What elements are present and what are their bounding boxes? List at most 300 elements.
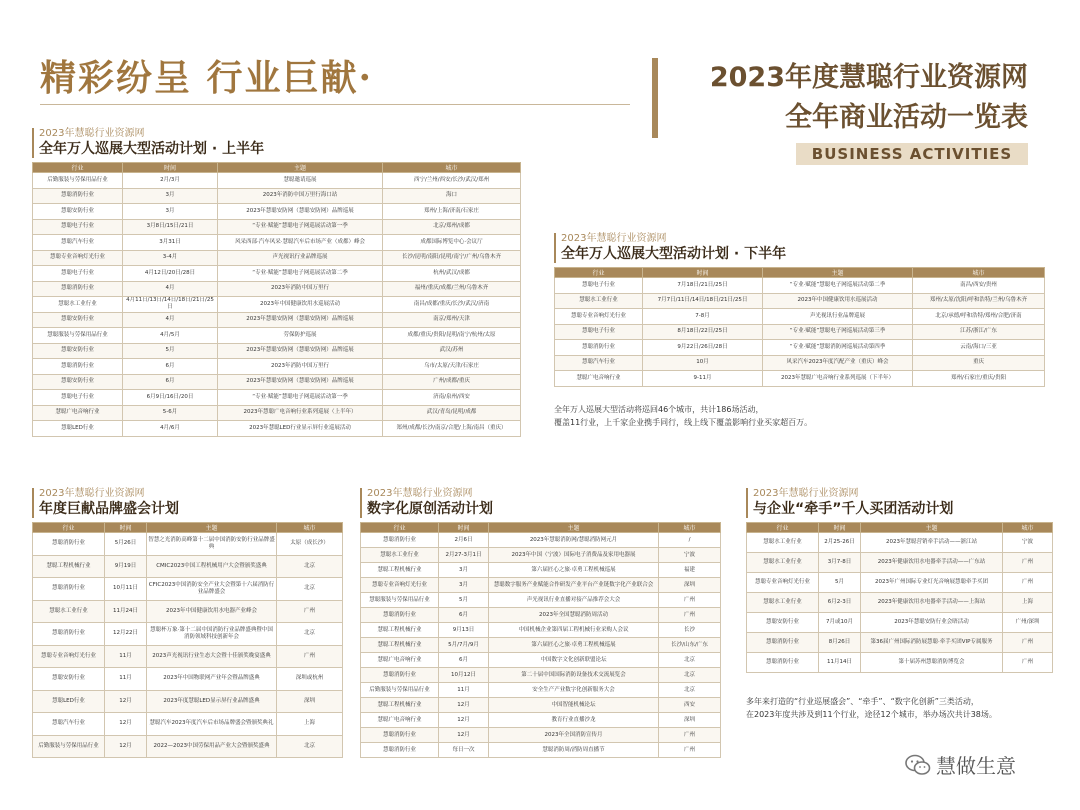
table-cell: 9-11月 [643,371,763,387]
table-cell: 中国数字文化创新联盟论坛 [489,653,659,668]
business-activities-banner: BUSINESS ACTIVITIES [796,143,1028,165]
table-cell: 郑州/成都/长沙/南京/合肥/上海/南昌（重庆） [383,421,521,437]
table-header-row [33,523,343,533]
table-cell: “专业·赋能”慧聪电子网巡展活动第二季 [763,278,913,294]
table-cell: 宁波 [659,548,721,563]
table-cell: 武汉/苏州 [383,343,521,359]
table-cell: 智慧之光消防高峰第十二届中国消防安防行业品牌盛典 [147,533,277,556]
table-cell: 慧聪安防行业 [33,204,123,220]
table-cell: 第36届广州国际消防展慧聪·牵手买团VIP专属服务 [861,633,1003,653]
note-line: 在2023年度共涉及到11个行业，途径12个城市，举办场次共计38场。 [746,710,997,719]
note-line: 覆盖11行业，上千家企业携手同行，线上线下覆盖影响行业买家超百万。 [554,417,813,427]
table-row [33,390,521,406]
table-cell: 2023年中国健康饮用水电器产业峰会 [147,600,277,623]
table-cell: 深圳 [277,690,343,713]
section-subtitle: 2023年慧聪行业资源网 [561,233,667,244]
table-cell: 慧聪LED行业 [33,421,123,437]
table-cell: 3-4月 [123,250,218,266]
table-cell: 慧聪电子行业 [33,219,123,235]
table-cell: 2023年慧聪安防网（慧聪安防网）品牌巡展 [218,374,383,390]
table-cell: 慧聪工程机械行业 [361,698,439,713]
table-cell: 慧聪电子行业 [555,324,643,340]
table-cell: 上海 [1003,593,1053,613]
table-cell: 慧聪消防行业 [747,653,819,673]
table-cell: 2023年慧聪营销牵手活动——浙江站 [861,533,1003,553]
table-cell: 6月9日/16日/20日 [123,390,218,406]
table-cell: 深圳 [659,578,721,593]
table-cell: 南京/郑州/天津 [383,312,521,328]
table-row [555,278,1045,294]
table-cell: 广州 [1003,553,1053,573]
table-row [361,623,721,638]
table-cell: 12月22日 [105,623,147,646]
column-header: 时间 [105,523,147,533]
table-cell: 慧聪消防行业 [33,533,105,556]
table-cell: 慧聪工程机械行业 [361,563,439,578]
table-cell: 2023年中国物联网产业年会暨品牌盛典 [147,668,277,691]
section-header [32,488,342,518]
table-cell: 2023声光视讯行业生态大会暨十佳颁奖晚宴盛典 [147,645,277,668]
table-row [361,593,721,608]
table-cell: 2023年慧聪安防行业会晤活动 [861,613,1003,633]
table-cell: 慧聪消防行业 [361,533,439,548]
table-cell: 慧聪工程机械行业 [361,623,439,638]
table-cell: 宁波 [1003,533,1053,553]
column-header: 城市 [913,268,1045,278]
table-cell: 福建 [659,563,721,578]
table-cell: 第二十届中国国际消防设备技术交流展览会 [489,668,659,683]
second-half-note [554,403,1044,429]
table-cell: 重庆 [913,355,1045,371]
table-cell: 广州/深圳 [1003,613,1053,633]
table-cell: 4月 [123,281,218,297]
table-cell: 教育行业直播沙龙 [489,713,659,728]
table-cell: 慧聪水工业行业 [747,593,819,613]
column-header: 城市 [383,163,521,173]
column-header: 城市 [659,523,721,533]
slogan: 精彩纷呈 行业巨献· [40,57,374,99]
table-cell: 2023年慧聪LED行业显示屏行业巡展活动 [218,421,383,437]
table-cell: 慧聪水工业行业 [747,533,819,553]
section-subtitle: 2023年慧聪行业资源网 [367,488,473,499]
table-cell: 3月31日 [123,235,218,251]
table-cell: 2023年健康饮用水电器牵手活动——上海站 [861,593,1003,613]
column-header: 主题 [489,523,659,533]
table-cell: 每日一次 [439,743,489,758]
table-cell: 慧聪安防行业 [33,312,123,328]
table-cell: 杭州/武汉/成都 [383,266,521,282]
table-cell: / [659,533,721,548]
table-cell: 中国机械企业第四届工程机械行业采购人会议 [489,623,659,638]
table-cell: 慧聪电子行业 [33,266,123,282]
table-row [747,633,1053,653]
section-title: 全年万人巡展大型活动计划 · 上半年 [39,141,265,157]
table-cell: 5月 [819,573,861,593]
table-row [33,250,521,266]
section-subtitle: 2023年慧聪行业资源网 [753,488,859,499]
table-cell: 郑州/上海/济南/石家庄 [383,204,521,220]
table-cell: 10月 [643,355,763,371]
table-row [361,743,721,758]
table-cell: 2023年消防中国万里行 [218,359,383,375]
table-cell: 西安 [659,698,721,713]
section-header [360,488,720,518]
table-cell: 广州 [1003,573,1053,593]
table-header-row [361,523,721,533]
section-buyer-group [746,488,1052,721]
table-cell: 后勤服装与劳保用品行业 [361,683,439,698]
table-cell: 12月 [105,690,147,713]
table-cell: 2023年广州国际专业灯光音响展慧聪牵手买团 [861,573,1003,593]
table-cell: 慧聪杯万象·第十二届中国消防行业品牌盛典暨中国消防领域科技创新年会 [147,623,277,646]
column-header: 行业 [555,268,643,278]
table-cell: 广州/成都/重庆 [383,374,521,390]
table-cell: 12月 [105,735,147,758]
table-cell: 2023年中国健康饮用水巡展活动 [763,293,913,309]
table-row [361,683,721,698]
table-row [361,533,721,548]
table-cell: 12月 [439,698,489,713]
table-cell: 第六届匠心之旅·卓勇工程机械巡展 [489,638,659,653]
column-header: 行业 [33,523,105,533]
table-cell: 太原（成长沙） [277,533,343,556]
column-header: 行业 [747,523,819,533]
table-row [33,359,521,375]
table-cell: 风采汽车2023年度汽配产业（重庆）峰会 [763,355,913,371]
table-cell: 第十届苏州慧聪消防博览会 [861,653,1003,673]
table-cell: 6月2-3日 [819,593,861,613]
table-cell: 2月25-26日 [819,533,861,553]
column-header: 时间 [123,163,218,173]
table-cell: “专业·赋能”慧聪消防网巡展活动第四季 [763,340,913,356]
table-cell: 声光视讯行业品牌巡展 [763,309,913,325]
table-row [361,713,721,728]
table-cell: 慧聪水工业行业 [555,293,643,309]
table-cell: 广州 [659,608,721,623]
table-cell: 北京 [277,555,343,578]
table-cell: 海口 [383,188,521,204]
table-cell: 北京 [277,623,343,646]
table-header-row [555,268,1045,278]
table-cell: 安全生产产业数字化创新服务大会 [489,683,659,698]
table-cell: 2023年度慧聪LED显示屏行业品牌盛典 [147,690,277,713]
table-cell: CFIC2023中国消防安全产业大会暨第十六届消防行业品牌盛会 [147,578,277,601]
table-cell: 云南/海口/三亚 [913,340,1045,356]
table-cell: 福州/重庆/成都/兰州/乌鲁木齐 [383,281,521,297]
divider [40,104,630,105]
table-cell: 广州 [277,645,343,668]
table-row [361,638,721,653]
section-subtitle: 2023年慧聪行业资源网 [39,488,145,499]
column-header: 主题 [763,268,913,278]
accent-bar [652,58,658,138]
table-cell: 11月 [439,683,489,698]
brand-name: 慧做生意 [936,754,1016,778]
table-cell: 后勤服装与劳保用品行业 [33,173,123,189]
column-header: 时间 [819,523,861,533]
section-second-half-tour [554,233,1044,429]
table-cell: 慧聪安防行业 [33,374,123,390]
table-cell: 声光视讯行业品牌巡展 [218,250,383,266]
table-row [361,563,721,578]
table-cell: 2月/3月 [123,173,218,189]
table-cell: 7月18日/21日/25日 [643,278,763,294]
table-cell: 慧聪安防行业 [33,343,123,359]
table-cell: 慧聪消防行业 [33,578,105,601]
table-cell: 北京/郑州/成都 [383,219,521,235]
table-row [361,608,721,623]
table-cell: 中国智能机械论坛 [489,698,659,713]
table-cell: 乌市/太原/天津/石家庄 [383,359,521,375]
table-row [361,668,721,683]
table-cell: 西宁/兰州/西安/长沙/武汉/郑州 [383,173,521,189]
table-cell: 7月7日/11日/14日/18日/21日/25日 [643,293,763,309]
table-row [33,690,343,713]
table-cell: 北京 [659,653,721,668]
table-row [33,312,521,328]
brand-gala-table [32,522,343,758]
section-subtitle: 2023年慧聪行业资源网 [39,128,145,139]
table-cell: 2023年慧聪广电音响行业系列巡展（下半年） [763,371,913,387]
table-cell: 7-8月 [643,309,763,325]
buyer-group-table [746,522,1053,673]
table-row [33,204,521,220]
table-row [33,421,521,437]
table-cell: 4月12日/20日/28日 [123,266,218,282]
table-cell: 慧聪水工业行业 [361,548,439,563]
table-cell: 慧聪消防行业 [33,623,105,646]
table-cell: 11月 [105,645,147,668]
table-cell: 2月27-3月1日 [439,548,489,563]
column-header: 行业 [33,163,123,173]
table-cell: 4月/5月 [123,328,218,344]
wechat-icon [905,754,931,776]
table-cell: 12月 [105,713,147,736]
table-cell: “专业·赋能”慧聪电子网巡展活动第二季 [218,266,383,282]
table-cell: 6月 [123,359,218,375]
table-row [33,297,521,313]
section-first-half-tour [32,128,520,437]
table-cell: 4月11日/13日/14日/18日/21日/25日 [123,297,218,313]
table-row [33,266,521,282]
section-brand-gala [32,488,342,758]
table-cell: 2023年中国（宁波）国际电子消费品及家用电器展 [489,548,659,563]
table-cell: 慧聪消防行业 [361,728,439,743]
table-cell: 2022—2023中国劳保用品产业大会暨颁奖盛典 [147,735,277,758]
table-row [33,735,343,758]
table-cell: 5-6月 [123,405,218,421]
table-cell: 慧聪广电音响行业 [361,713,439,728]
table-cell: 慧聪邀请巡展 [218,173,383,189]
table-cell: 慧聪汽车2023年度汽车后市场品牌盛会暨颁奖典礼 [147,713,277,736]
table-cell: 6月 [439,608,489,623]
table-cell: 成都/重庆/贵阳/昆明/南宁/杭州/太原 [383,328,521,344]
table-cell: 广州 [659,593,721,608]
table-cell: 5月 [123,343,218,359]
table-cell: 慧聪消防行业 [33,188,123,204]
table-cell: 慧聪服装与劳保用品行业 [33,328,123,344]
table-row [361,653,721,668]
table-cell: 12月 [439,713,489,728]
table-cell: 5月26日 [105,533,147,556]
table-cell: 9月19日 [105,555,147,578]
table-cell: 6月 [439,653,489,668]
table-cell: 2023年全国消防宣传月 [489,728,659,743]
table-cell: 慧聪电子行业 [33,390,123,406]
table-cell: 2月6日 [439,533,489,548]
table-cell: 北京 [277,578,343,601]
table-row [747,533,1053,553]
column-header: 时间 [439,523,489,533]
table-cell: 慧聪汽车行业 [555,355,643,371]
table-cell: 2023年消防中国万里行海口站 [218,188,383,204]
second-half-table [554,267,1045,387]
table-row [33,555,343,578]
section-header [554,233,1044,263]
table-row [33,533,343,556]
section-title: 与企业“牵手”千人买团活动计划 [753,501,954,517]
table-cell: 2023年消防中国万里行 [218,281,383,297]
table-row [33,623,343,646]
table-cell: 2023年慧聪安防网（慧聪安防网）品牌巡展 [218,312,383,328]
table-cell: 8月26日 [819,633,861,653]
table-cell: 3月 [123,188,218,204]
table-cell: 2023年中国健康饮用水巡展活动 [218,297,383,313]
table-cell: 慧聪消防行业 [555,340,643,356]
table-row [33,328,521,344]
table-cell: 2023年慧聪安防网（慧聪安防网）品牌巡展 [218,343,383,359]
table-cell: 风采西部·汽车风采·慧聪汽车后市场产业（成都）峰会 [218,235,383,251]
table-cell: 慧聪专业音响灯光行业 [555,309,643,325]
table-cell: 9月22日/26日/28日 [643,340,763,356]
table-cell: 南昌/成都/重庆/长沙/武汉/济南 [383,297,521,313]
table-cell: 长沙 [659,623,721,638]
table-cell: 北京 [277,735,343,758]
digital-original-table [360,522,721,758]
table-cell: 慧聪汽车行业 [33,235,123,251]
table-cell: 11月 [105,668,147,691]
table-cell: 2023年慧聪安防网（慧聪安防网）品牌巡展 [218,204,383,220]
table-cell: 长沙/昆明/南阳/昆明/南宁/广州/乌鲁木齐 [383,250,521,266]
table-cell: 慧聪消防行业 [361,608,439,623]
table-cell: 广州 [1003,633,1053,653]
table-row [555,371,1045,387]
section-title: 数字化原创活动计划 [367,501,493,517]
section-header [32,128,520,158]
table-cell: 长沙/山东/广东 [659,638,721,653]
table-cell: 11月24日 [105,600,147,623]
table-cell: 广州 [659,743,721,758]
table-row [33,668,343,691]
table-cell: 深圳或杭州 [277,668,343,691]
table-cell: 7月或10月 [819,613,861,633]
section-title: 年度巨献品牌盛会计划 [39,501,179,517]
table-cell: 慧聪专业音响灯光行业 [33,645,105,668]
table-header-row [33,163,521,173]
section-title: 全年万人巡展大型活动计划 · 下半年 [561,246,787,262]
table-cell: 慧聪消防周/消防周直播节 [489,743,659,758]
table-cell: 济南/泉州/西安 [383,390,521,406]
column-header: 城市 [1003,523,1053,533]
table-cell: 慧聪消防行业 [361,743,439,758]
table-cell: 6月 [123,374,218,390]
table-cell: 郑州/太原/沈阳/呼和浩特/兰州/乌鲁木齐 [913,293,1045,309]
table-cell: 江苏/浙江/广东 [913,324,1045,340]
table-row [361,698,721,713]
table-cell: 慧聪水工业行业 [747,553,819,573]
table-cell: “专业·赋能”慧聪电子网巡展活动第一季 [218,219,383,235]
table-row [33,281,521,297]
column-header: 主题 [218,163,383,173]
table-row [555,324,1045,340]
table-cell: 广州 [1003,653,1053,673]
table-cell: 5月 [439,593,489,608]
table-cell: 慧聪广电音响行业 [361,653,439,668]
first-half-table [32,162,521,437]
table-row [33,645,343,668]
table-row [33,600,343,623]
table-row [747,653,1053,673]
section-header [746,488,1052,518]
table-cell: 慧聪工程机械行业 [33,555,105,578]
table-cell: 成都国际博览中心·会议厅 [383,235,521,251]
table-row [555,309,1045,325]
table-cell: 9月13日 [439,623,489,638]
table-cell: 2023年慧聪广电音响行业系列巡展（上半年） [218,405,383,421]
table-row [33,405,521,421]
table-cell: 慧聪汽车行业 [33,713,105,736]
table-row [361,548,721,563]
table-cell: 3月 [439,563,489,578]
table-cell: “专业·赋能”慧聪电子网巡展活动第一季 [218,390,383,406]
table-row [747,613,1053,633]
table-cell: 慧聪广电音响行业 [33,405,123,421]
column-header: 时间 [643,268,763,278]
table-cell: 慧聪消防行业 [361,668,439,683]
table-cell: 劳保防护巡展 [218,328,383,344]
table-cell: 北京/承德/呼和浩特/郑州/合肥/济南 [913,309,1045,325]
table-cell: 4月/6月 [123,421,218,437]
table-cell: 慧聪LED行业 [33,690,105,713]
table-cell: 南昌/西安/贵州 [913,278,1045,294]
table-cell: 慧聪服装与劳保用品行业 [361,593,439,608]
table-cell: 广州 [659,728,721,743]
table-cell: 声光视讯行业直播对接产品推荐会大会 [489,593,659,608]
table-row [361,728,721,743]
table-row [747,553,1053,573]
table-cell: 慧聪数字服务产业赋能合作研发产业平台产业链数字化产业联合会 [489,578,659,593]
table-cell: 后勤服装与劳保用品行业 [33,735,105,758]
table-row [33,173,521,189]
table-cell: 慧聪安防行业 [33,668,105,691]
table-cell: 慧聪专业音响灯光行业 [747,573,819,593]
note-line: 多年来打造的“行业巡展盛会”、“牵手”、“数字化创新”三类活动， [746,697,979,706]
table-cell: 12月 [439,728,489,743]
table-cell: 慧聪安防行业 [747,613,819,633]
table-cell: 慧聪水工业行业 [33,600,105,623]
column-header: 行业 [361,523,439,533]
table-row [33,578,343,601]
table-cell: 3月8日/15日/21日 [123,219,218,235]
table-cell: 10月12日 [439,668,489,683]
table-cell: 慧聪专业音响灯光行业 [33,250,123,266]
page-title-line2: 全年商业活动一览表 [785,102,1028,133]
table-row [33,219,521,235]
table-cell: 11月14日 [819,653,861,673]
table-cell: 3月 [439,578,489,593]
table-header-row [747,523,1053,533]
table-cell: 慧聪消防行业 [33,359,123,375]
